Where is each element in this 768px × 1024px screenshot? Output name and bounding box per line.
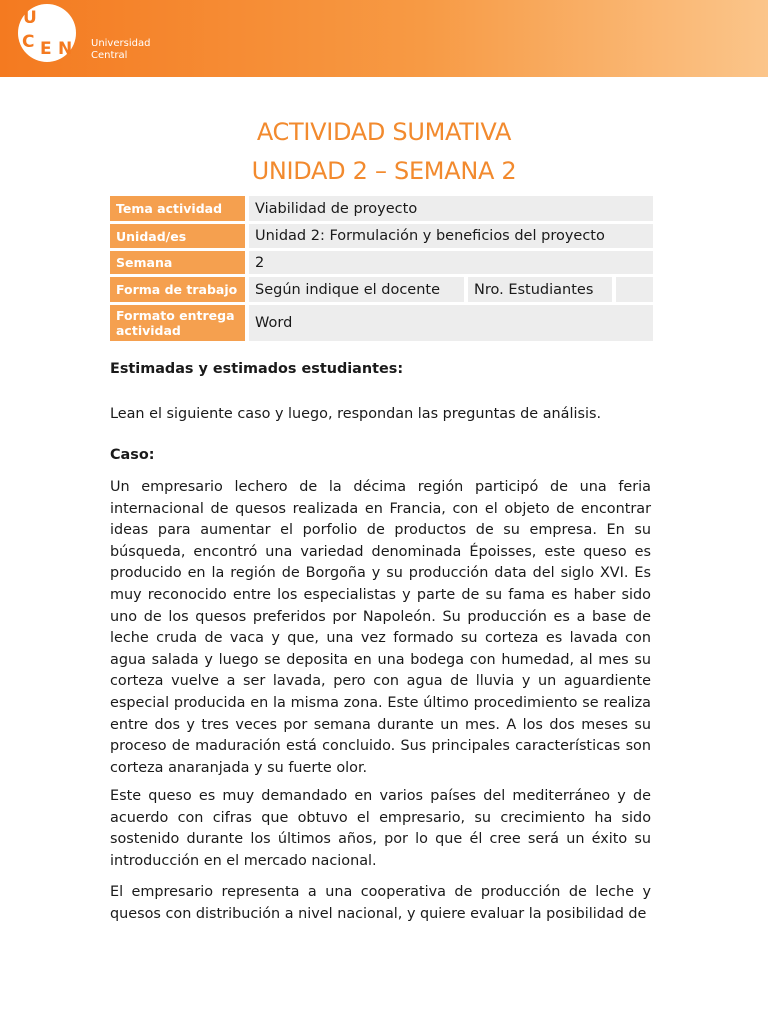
university-logo <box>18 4 76 62</box>
header-band <box>0 0 768 77</box>
table-row-forma <box>110 277 653 302</box>
tema-value: Viabilidad de proyecto <box>249 196 653 221</box>
greeting: Estimadas y estimados estudiantes: <box>110 361 404 377</box>
table-row-formato <box>110 305 653 341</box>
logo-letter-n: N <box>58 39 73 59</box>
forma-label: Forma de trabajo <box>110 277 245 302</box>
unidad-value: Unidad 2: Formulación y beneficios del proyecto <box>249 224 653 248</box>
table-row-tema <box>110 196 653 221</box>
document-title-line1: ACTIVIDAD SUMATIVA <box>256 118 512 146</box>
institution-name-line2: Central <box>91 50 128 61</box>
formato-value: Word <box>249 305 653 341</box>
logo-letter-e: E <box>40 39 52 59</box>
forma-value: Según indique el docente <box>249 277 464 302</box>
case-paragraph-2: Este queso es muy demandado en varios países del mediterráneo y de acuerdo con cifras que obtuvo el empresario, su crecimiento ha sido sostenido durante los últimos años, por lo que él cree será un éxito su introducción en el mercado nacional. <box>110 788 651 869</box>
document-title-line2: UNIDAD 2 – SEMANA 2 <box>251 157 517 185</box>
institution-name <box>91 38 150 62</box>
semana-label: Semana <box>110 251 245 274</box>
tema-label: Tema actividad <box>110 196 245 221</box>
logo-letter-c: C <box>22 32 35 52</box>
case-paragraph-1: Un empresario lechero de la décima región participó de una feria internacional de quesos realizada en Francia, con el objeto de encontrar ideas para aumentar el porfolio de productos de su empresa. En su búsqueda, encontró una variedad denominada Époisses, este queso es producido en la región de Borgoña y su producción data del siglo XVI. Es muy reconocido entre los especialistas y parte de su fama es haber sido uno de los quesos preferidos por Napoleón. Su producción es a base de leche cruda de vaca y que, una vez formado su corteza es lavada con agua salada y luego se deposita en una bodega con humedad, al mes su corteza vuelve a ser lavada, pero con agua de lluvia y un aguardiente especial producida en la misma zona. Este último procedimiento se realiza entre dos y tres veces por semana durante un mes. A los dos meses su proceso de maduración está concluido. Sus principales características son corteza anaranjada y su fuerte olor. <box>110 479 651 776</box>
semana-value: 2 <box>249 251 653 274</box>
caso-heading: Caso: <box>110 447 155 463</box>
formato-label: Formato entrega actividad <box>110 305 245 341</box>
instruction-text: Lean el siguiente caso y luego, respondan las preguntas de análisis. <box>110 406 602 422</box>
institution-name-line1: Universidad <box>91 38 151 49</box>
nro-estudiantes-label: Nro. Estudiantes <box>468 277 612 302</box>
logo-letter-u: U <box>23 8 37 28</box>
table-row-unidad <box>110 224 653 248</box>
table-row-semana <box>110 251 653 274</box>
unidad-label: Unidad/es <box>110 224 245 248</box>
case-paragraph-3: El empresario representa a una cooperativa de producción de leche y quesos con distribución a nivel nacional, y quiere evaluar la posibilidad de <box>110 884 651 922</box>
nro-estudiantes-value <box>616 277 653 302</box>
